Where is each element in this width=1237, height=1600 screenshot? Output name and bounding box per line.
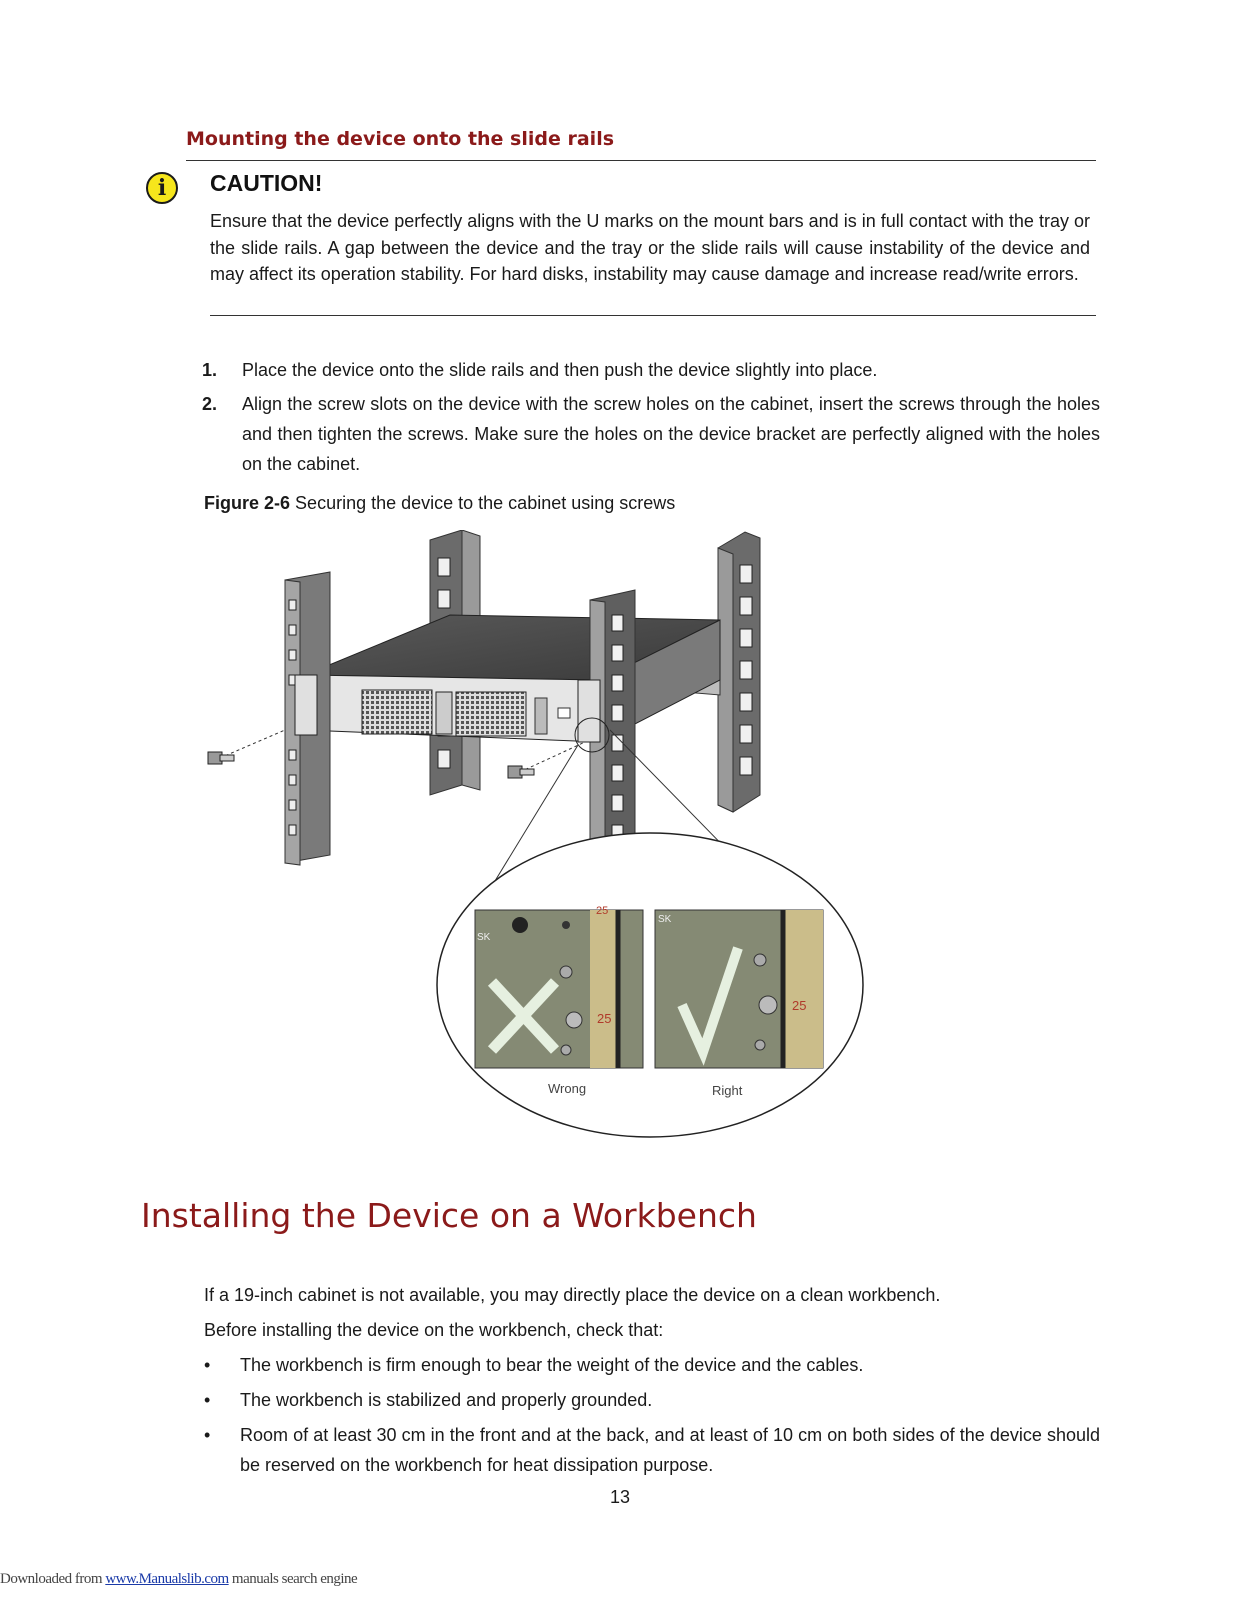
footer-suffix: manuals search engine (228, 1571, 358, 1587)
drive-bay-left (362, 690, 432, 734)
rack-post-back-right (718, 532, 760, 812)
figure-caption (204, 493, 675, 514)
step-text: Place the device onto the slide rails and then push the device slightly into place. (242, 360, 878, 380)
rack-mount-illustration (200, 530, 900, 1170)
screw-left (208, 730, 285, 764)
sk-label-wrong: SK (477, 932, 491, 943)
detail-wrong (475, 905, 643, 1068)
step-text: Align the screw slots on the device with the screw holes on the cabinet, insert the screws through the holes and then tighten the screws. Make sure the holes on the device bracket are perfectly aligned with the holes on the cabinet. (242, 394, 1100, 474)
u-mark-right: 25 (792, 998, 807, 1013)
drive-bay-right (456, 692, 526, 736)
bullet-icon: • (204, 1425, 211, 1445)
list-item: • Room of at least 30 cm in the front and at the back, and at least of 10 cm on both sides of the device should be reserved on the workbench for heat dissipation purpose. (204, 1420, 1100, 1480)
detail-right (655, 910, 823, 1068)
footer-prefix: Downloaded from (0, 1571, 106, 1587)
bullet-icon: • (204, 1355, 211, 1375)
u-mark-wrong: 25 (597, 1011, 612, 1026)
figure-caption-text: Securing the device to the cabinet using screws (295, 493, 676, 513)
caution-text: Ensure that the device perfectly aligns with the U marks on the mount bars and is in full contact with the tray or the slide rails. A gap between the device and the tray or the slide rails will cause instability of the device and may affect its operation stability. For hard disks, instability may cause damage and increase read/write errors. (210, 211, 1090, 284)
caution-rule (210, 315, 1096, 316)
wrong-label: Wrong (548, 1081, 587, 1096)
workbench-heading: Installing the Device on a Workbench (141, 1196, 757, 1235)
screw-right (508, 742, 585, 778)
bullet-icon: • (204, 1390, 211, 1410)
list-item: • The workbench is firm enough to bear the weight of the device and the cables. (204, 1350, 1100, 1380)
step-1 (202, 355, 1100, 385)
step-number: 2. (202, 394, 218, 414)
section-rule (186, 160, 1096, 161)
caution-title: CAUTION! (210, 170, 323, 196)
right-label: Right (712, 1083, 743, 1098)
page-number: 13 (609, 1487, 631, 1507)
u-mark-top: 25 (596, 905, 609, 917)
section-title: Mounting the device onto the slide rails (186, 128, 615, 150)
workbench-check-intro: Before installing the device on the workbench, check that: (204, 1320, 664, 1340)
step-2 (202, 389, 1100, 479)
manualslib-link[interactable]: www.Manualslib.com (105, 1571, 229, 1587)
figure-label: Figure 2-6 (204, 493, 291, 513)
workbench-intro: If a 19-inch cabinet is not available, you may directly place the device on a clean workbench. (204, 1285, 941, 1305)
sk-label-right: SK (658, 914, 672, 925)
footer (0, 1571, 357, 1588)
info-icon: i (146, 172, 178, 204)
list-item: • The workbench is stabilized and properly grounded. (204, 1385, 1100, 1415)
step-number: 1. (202, 360, 218, 380)
